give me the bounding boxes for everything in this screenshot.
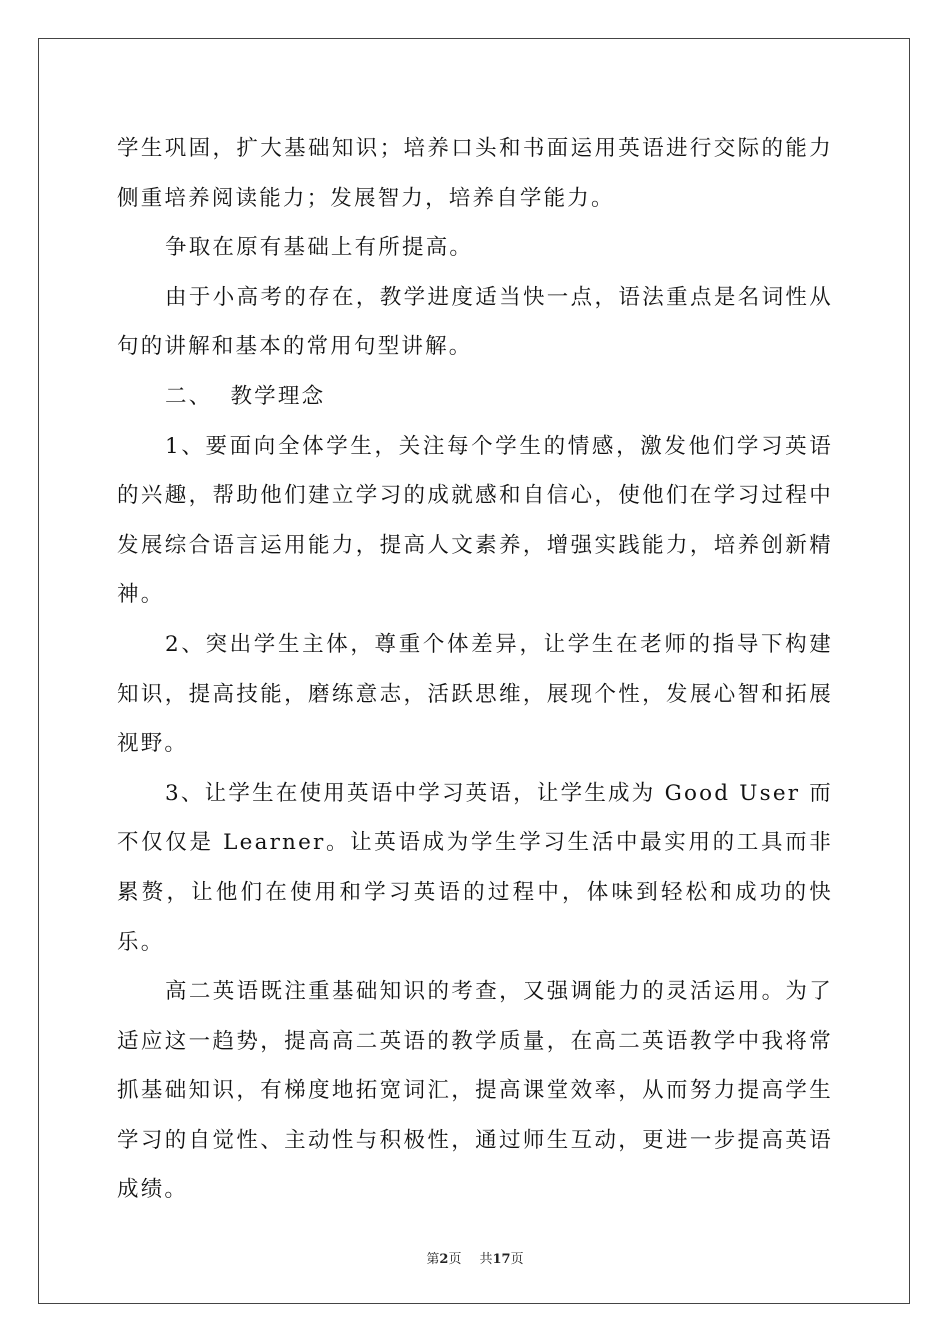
paragraph-1: 学生巩固，扩大基础知识；培养口头和书面运用英语进行交际的能力侧重培养阅读能力；发展智力，培养自学能力。 (117, 136, 833, 211)
paragraph-summary: 高二英语既注重基础知识的考查，又强调能力的灵活运用。为了适应这一趋势，提高高二英语的教学质量，在高二英语教学中我将常抓基础知识，有梯度地拓宽词汇，提高课堂效率，从而努力提高学生学习的自觉性、主动性与积极性，通过师生互动，更进一步提高英语成绩。 (117, 979, 833, 1203)
paragraph-3: 由于小高考的存在，教学进度适当快一点，语法重点是名词性从句的讲解和基本的常用句型讲解。 (117, 284, 833, 360)
page-footer (0, 1248, 950, 1267)
paragraph-point-1: 1、要面向全体学生，关注每个学生的情感，激发他们学习英语的兴趣，帮助他们建立学习的成就感和自信心，使他们在学习过程中发展综合语言运用能力，提高人文素养，增强实践能力，培养创新精神。 (117, 433, 833, 608)
document-body (117, 124, 833, 1215)
paragraph-2: 争取在原有基础上有所提高。 (165, 235, 474, 261)
footer-total-suffix: 页 (510, 1252, 524, 1267)
footer-page-number: 2 (439, 1252, 449, 1267)
section-heading: 二、 教学理念 (165, 383, 326, 409)
footer-page-suffix: 页 (448, 1252, 462, 1267)
footer-total-prefix: 共 (479, 1252, 493, 1267)
paragraph-point-2: 2、突出学生主体，尊重个体差异，让学生在老师的指导下构建知识，提高技能，磨练意志，活跃思维，展现个性，发展心智和拓展视野。 (117, 631, 833, 757)
footer-prefix: 第 (426, 1252, 440, 1267)
paragraph-point-3: 3、让学生在使用英语中学习英语，让学生成为 Good User 而不仅仅是 Learner。让英语成为学生学习生活中最实用的工具而非累赘，让他们在使用和学习英语的过程中，体味到轻松和成功的快乐。 (117, 780, 833, 955)
footer-total-pages: 17 (492, 1252, 511, 1267)
